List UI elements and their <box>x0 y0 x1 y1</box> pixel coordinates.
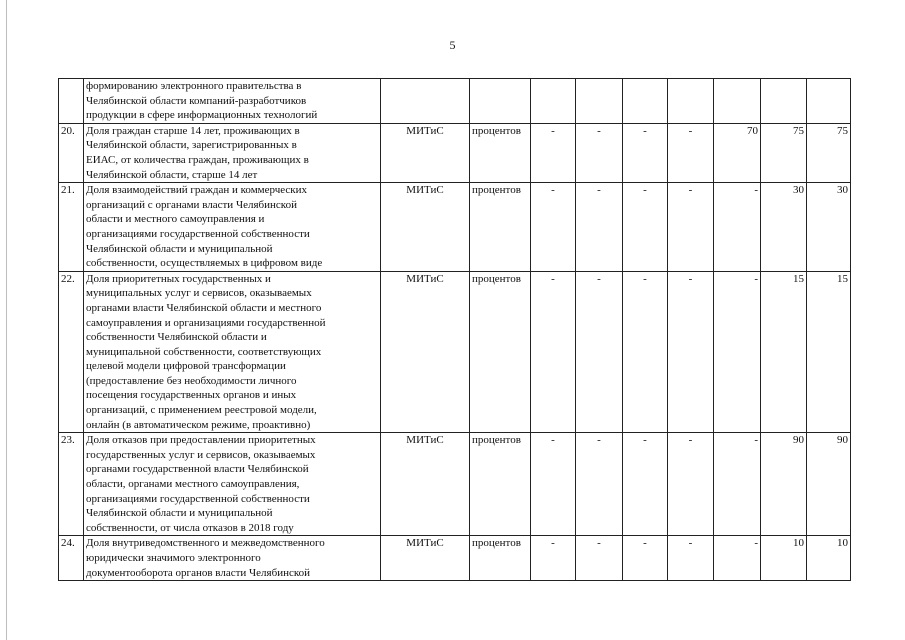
year-value: - <box>576 123 623 182</box>
year-value: - <box>531 123 576 182</box>
description-line: ЕИАС, от количества граждан, проживающих в <box>86 153 309 166</box>
responsible-body <box>381 79 470 124</box>
indicator-description <box>84 433 381 536</box>
year-value: 90 <box>761 433 807 536</box>
unit-of-measure: процентов <box>470 271 531 433</box>
description-line: юридически значимого электронного <box>86 552 261 564</box>
description-line: государственных услуг и сервисов, оказываемых <box>86 448 316 461</box>
description-line: Доля приоритетных государственных и <box>86 272 271 285</box>
description-line: Доля граждан старше 14 лет, проживающих в <box>86 124 300 137</box>
description-line: собственности Челябинской области и <box>86 331 267 344</box>
unit-of-measure: процентов <box>470 433 531 536</box>
unit-of-measure: процентов <box>470 536 531 581</box>
description-line: Челябинской области и муниципальной <box>86 242 273 255</box>
unit-of-measure: процентов <box>470 183 531 272</box>
description-line: организациями государственной собственности <box>86 492 310 505</box>
description-line: организациями государственной собственности <box>86 227 310 240</box>
description-line: области, органами местного самоуправления, <box>86 478 300 491</box>
description-line: (предоставление без необходимости личного <box>86 374 297 387</box>
description-line: Челябинской области, зарегистрированных в <box>86 139 297 152</box>
indicators-table <box>58 78 851 581</box>
description-line: посещения государственных органов и иных <box>86 389 297 402</box>
year-value: - <box>623 271 668 433</box>
year-value: - <box>531 536 576 581</box>
year-value: 15 <box>807 271 851 433</box>
year-value: - <box>668 183 714 272</box>
year-value: - <box>576 183 623 272</box>
year-value: - <box>623 536 668 581</box>
year-value: - <box>576 271 623 433</box>
year-value: - <box>623 183 668 272</box>
unit-of-measure: процентов <box>470 123 531 182</box>
row-number: 20. <box>59 123 84 182</box>
responsible-body: МИТиС <box>381 271 470 433</box>
description-line: органами государственной власти Челябинской <box>86 463 309 476</box>
description-line: продукции в сфере информационных технологий <box>86 109 318 122</box>
year-value <box>761 79 807 124</box>
year-value: 90 <box>807 433 851 536</box>
year-value: 75 <box>807 123 851 182</box>
indicator-description <box>84 271 381 433</box>
unit-of-measure <box>470 79 531 124</box>
year-value <box>714 79 761 124</box>
indicator-description <box>84 79 381 124</box>
year-value: - <box>623 433 668 536</box>
description-line: Доля взаимодействий граждан и коммерческих <box>86 184 308 197</box>
responsible-body: МИТиС <box>381 123 470 182</box>
table-row <box>59 433 851 536</box>
year-value: 70 <box>714 123 761 182</box>
year-value: - <box>668 433 714 536</box>
year-value: - <box>668 123 714 182</box>
table-row <box>59 79 851 124</box>
year-value: 15 <box>761 271 807 433</box>
page-number: 5 <box>449 38 456 52</box>
year-value: - <box>531 433 576 536</box>
year-value: - <box>714 536 761 581</box>
description-line: муниципальной собственности, соответствующих <box>86 345 322 358</box>
description-line: Челябинской области, старше 14 лет <box>86 168 258 181</box>
description-line: Челябинской области компаний-разработчиков <box>86 94 307 107</box>
table-row <box>59 123 851 182</box>
year-value: 30 <box>807 183 851 272</box>
description-line: муниципальных услуг и сервисов, оказываемых <box>86 287 312 300</box>
responsible-body: МИТиС <box>381 433 470 536</box>
description-line: формированию электронного правительства в <box>86 80 302 92</box>
row-number <box>59 79 84 124</box>
year-value: 10 <box>761 536 807 581</box>
row-number: 22. <box>59 271 84 433</box>
year-value <box>623 79 668 124</box>
responsible-body: МИТиС <box>381 183 470 272</box>
indicator-description <box>84 123 381 182</box>
year-value: 75 <box>761 123 807 182</box>
year-value <box>807 79 851 124</box>
year-value: 30 <box>761 183 807 272</box>
row-number: 23. <box>59 433 84 536</box>
description-line: организаций, с применением реестровой модели, <box>86 404 317 417</box>
year-value <box>531 79 576 124</box>
description-line: целевой модели цифровой трансформации <box>86 360 286 373</box>
description-line: организаций с органами власти Челябинской <box>86 198 297 211</box>
year-value: - <box>668 271 714 433</box>
year-value: 10 <box>807 536 851 581</box>
year-value: - <box>531 271 576 433</box>
scan-left-edge <box>6 0 7 640</box>
description-line: документооборота органов власти Челябинской <box>86 566 311 579</box>
indicator-description <box>84 536 381 581</box>
year-value: - <box>668 536 714 581</box>
year-value: - <box>623 123 668 182</box>
table-row <box>59 271 851 433</box>
year-value: - <box>714 433 761 536</box>
year-value: - <box>576 433 623 536</box>
indicator-description <box>84 183 381 272</box>
description-line: органами власти Челябинской области и местного <box>86 301 322 314</box>
description-line: собственности, от числа отказов в 2018 году <box>86 521 294 534</box>
description-line: самоуправления и организациями государственной <box>86 316 326 329</box>
responsible-body: МИТиС <box>381 536 470 581</box>
year-value: - <box>714 183 761 272</box>
description-line: Челябинской области и муниципальной <box>86 507 273 520</box>
year-value <box>576 79 623 124</box>
description-line: Доля внутриведомственного и межведомственного <box>86 537 325 550</box>
year-value: - <box>531 183 576 272</box>
year-value: - <box>576 536 623 581</box>
description-line: онлайн (в автоматическом режиме, проактивно) <box>86 418 311 431</box>
row-number: 24. <box>59 536 84 581</box>
year-value: - <box>714 271 761 433</box>
table-row <box>59 183 851 272</box>
year-value <box>668 79 714 124</box>
table-row <box>59 536 851 581</box>
description-line: области и местного самоуправления и <box>86 213 265 226</box>
description-line: собственности, осуществляемых в цифровом виде <box>86 257 323 270</box>
row-number: 21. <box>59 183 84 272</box>
description-line: Доля отказов при предоставлении приоритетных <box>86 434 316 447</box>
